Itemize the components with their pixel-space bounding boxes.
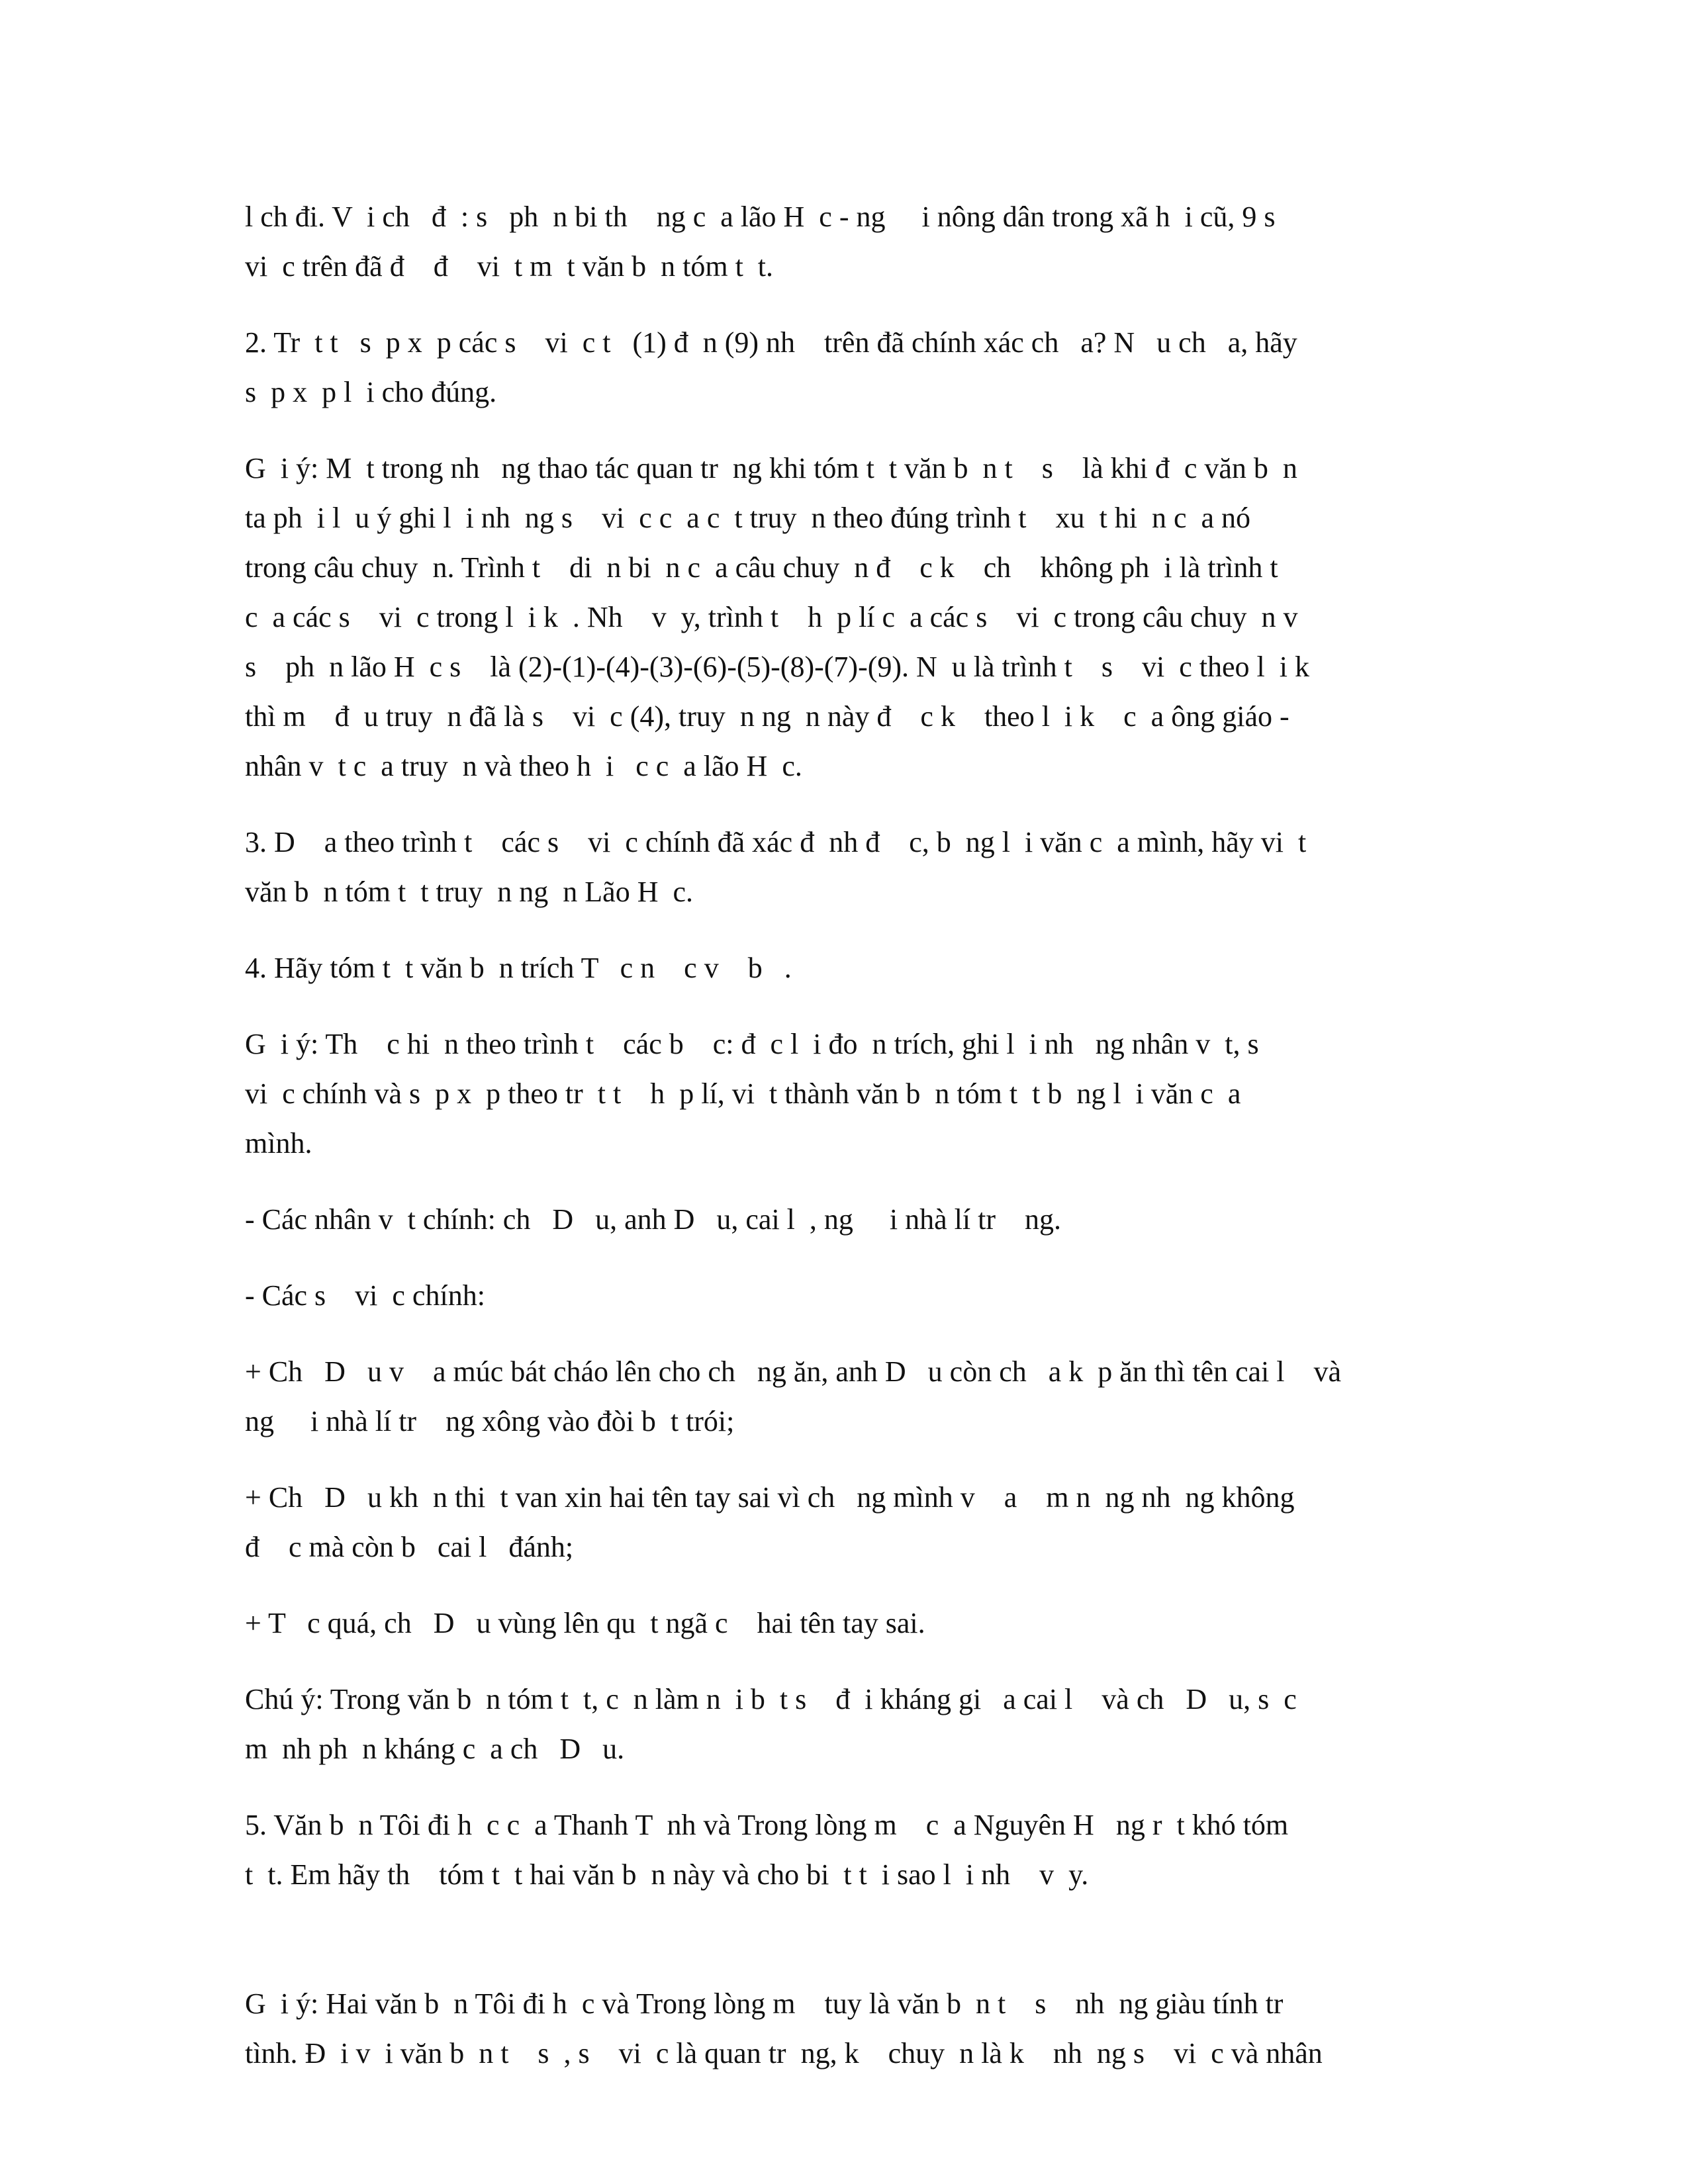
text-line: m nh ph n kháng c a ch D u. bbox=[245, 1733, 625, 1765]
text-line: - Các s vi c chính: bbox=[245, 1279, 485, 1312]
text-line: c a các s vi c trong l i k . Nh v y, trình t h p lí c a các s vi c trong câu chuy n v bbox=[245, 601, 1298, 633]
text-line: nhân v t c a truy n và theo h i c c a lão H c. bbox=[245, 750, 802, 782]
paragraph-intro-continuation bbox=[245, 192, 1443, 291]
text-line: G i ý: Hai văn b n Tôi đi h c và Trong lòng m tuy là văn b n t s nh ng giàu tính tr bbox=[245, 1987, 1284, 2020]
text-line: thì m đ u truy n đã là s vi c (4), truy n ng n này đ c k theo l i k c a ông giáo - bbox=[245, 700, 1289, 733]
question-2 bbox=[245, 318, 1443, 417]
text-line: Chú ý: Trong văn b n tóm t t, c n làm n i b t s đ i kháng gi a cai l và ch D u, s c bbox=[245, 1683, 1297, 1715]
text-line: tình. Đ i v i văn b n t s , s vi c là quan tr ng, k chuy n là k nh ng s vi c và nhân bbox=[245, 2037, 1323, 2070]
text-line: G i ý: Th c hi n theo trình t các b c: đ c l i đo n trích, ghi l i nh ng nhân v t, s bbox=[245, 1028, 1259, 1060]
text-line: t t. Em hãy th tóm t t hai văn b n này và cho bi t t i sao l i nh v y. bbox=[245, 1858, 1089, 1891]
text-line: mình. bbox=[245, 1127, 312, 1160]
text-line: 5. Văn b n Tôi đi h c c a Thanh T nh và Trong lòng m c a Nguyên H ng r t khó tóm bbox=[245, 1809, 1289, 1841]
text-line: l ch đi. V i ch đ : s ph n bi th ng c a lão H c - ng i nông dân trong xã h i cũ, 9 s bbox=[245, 201, 1276, 233]
question-3 bbox=[245, 817, 1443, 917]
hint-2 bbox=[245, 443, 1443, 791]
document-page bbox=[245, 192, 1443, 2105]
question-5 bbox=[245, 1800, 1443, 1899]
text-line: s ph n lão H c s là (2)-(1)-(4)-(3)-(6)-(5)-(8)-(7)-(9). N u là trình t s vi c theo l i k bbox=[245, 651, 1309, 683]
note bbox=[245, 1674, 1443, 1774]
main-events-heading bbox=[245, 1271, 1443, 1320]
text-line: - Các nhân v t chính: ch D u, anh D u, cai l , ng i nhà lí tr ng. bbox=[245, 1203, 1061, 1236]
text-line: vi c trên đã đ đ vi t m t văn b n tóm t t. bbox=[245, 250, 774, 283]
text-line: 3. D a theo trình t các s vi c chính đã xác đ nh đ c, b ng l i văn c a mình, hãy vi t bbox=[245, 826, 1307, 858]
question-4 bbox=[245, 943, 1443, 993]
text-line: ng i nhà lí tr ng xông vào đòi b t trói; bbox=[245, 1405, 735, 1437]
main-characters bbox=[245, 1195, 1443, 1244]
hint-4 bbox=[245, 1019, 1443, 1168]
text-line: 2. Tr t t s p x p các s vi c t (1) đ n (9) nh trên đã chính xác ch a? N u ch a, hãy bbox=[245, 326, 1297, 359]
text-line: + Ch D u kh n thi t van xin hai tên tay sai vì ch ng mình v a m n ng nh ng không bbox=[245, 1481, 1295, 1514]
text-line: s p x p l i cho đúng. bbox=[245, 376, 497, 408]
event-item-1 bbox=[245, 1347, 1443, 1446]
text-line: trong câu chuy n. Trình t di n bi n c a câu chuy n đ c k ch không ph i là trình t bbox=[245, 551, 1278, 584]
text-line: văn b n tóm t t truy n ng n Lão H c. bbox=[245, 876, 694, 908]
text-line: vi c chính và s p x p theo tr t t h p lí, vi t thành văn b n tóm t t b ng l i văn c a bbox=[245, 1077, 1241, 1110]
text-line: đ c mà còn b cai l đánh; bbox=[245, 1531, 574, 1563]
hint-5 bbox=[245, 1979, 1443, 2078]
text-line: ta ph i l u ý ghi l i nh ng s vi c c a c t truy n theo đúng trình t xu t hi n c a nó bbox=[245, 502, 1251, 534]
text-line: + T c quá, ch D u vùng lên qu t ngã c hai tên tay sai. bbox=[245, 1607, 925, 1639]
text-line: + Ch D u v a múc bát cháo lên cho ch ng ăn, anh D u còn ch a k p ăn thì tên cai l và bbox=[245, 1355, 1342, 1388]
event-item-3 bbox=[245, 1598, 1443, 1648]
text-line: G i ý: M t trong nh ng thao tác quan tr ng khi tóm t t văn b n t s là khi đ c văn b n bbox=[245, 452, 1297, 484]
text-line: 4. Hãy tóm t t văn b n trích T c n c v b . bbox=[245, 952, 792, 984]
event-item-2 bbox=[245, 1473, 1443, 1572]
